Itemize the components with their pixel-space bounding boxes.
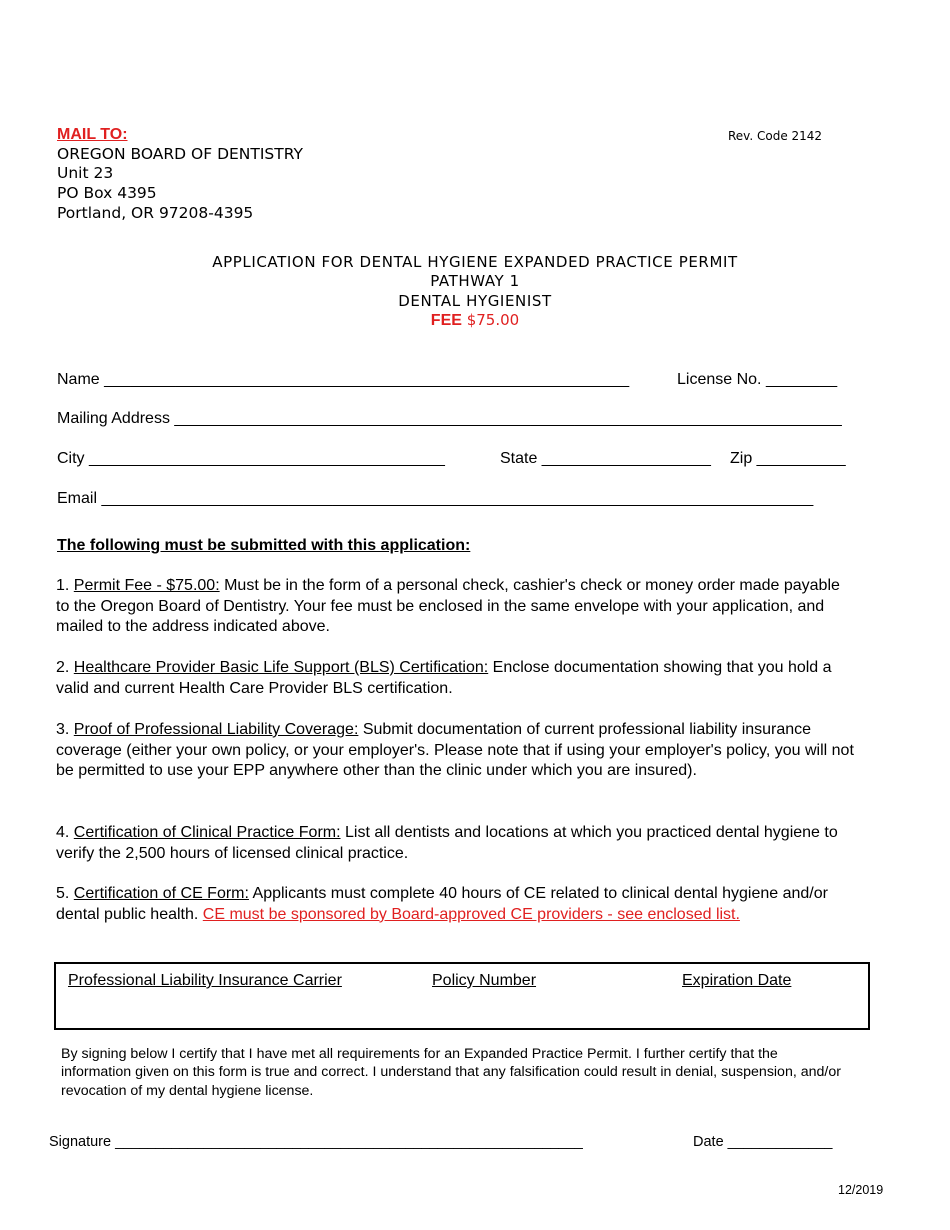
form-pathway: PATHWAY 1 xyxy=(430,272,520,290)
certification-statement: By signing below I certify that I have met all requirements for an Expanded Practice Permit. I further certify that the information given on this form is true and correct. I understand that any falsification could result in denial, suspension, and/or revocation of my dental hygiene license. xyxy=(61,1046,841,1099)
fee-label: FEE xyxy=(430,312,462,329)
item-number: 4. xyxy=(56,824,74,841)
name-field[interactable]: Name ___________________________________________________________ xyxy=(57,371,630,388)
item-text: Applicants must complete 40 hours of CE related to clinical dental hygiene and/or dental public health. xyxy=(56,885,828,923)
carrier-column-label: Professional Liability Insurance Carrier xyxy=(68,972,342,989)
date-field[interactable]: Date _____________ xyxy=(693,1134,833,1150)
zip-field[interactable]: Zip __________ xyxy=(730,450,846,467)
policy-column-label: Policy Number xyxy=(432,972,537,989)
footer-date: 12/2019 xyxy=(838,1183,884,1197)
city-field[interactable]: City ________________________________________ xyxy=(57,450,445,467)
item-number: 1. xyxy=(56,577,74,594)
address-line-city: Portland, OR 97208-4395 xyxy=(57,204,254,222)
requirement-item xyxy=(56,720,856,782)
item-title: Certification of Clinical Practice Form: xyxy=(73,824,341,841)
state-field[interactable]: State ___________________ xyxy=(500,450,711,467)
requirement-item xyxy=(56,658,856,699)
fee-line xyxy=(0,311,950,330)
address-line-unit: Unit 23 xyxy=(57,164,114,182)
form-title: APPLICATION FOR DENTAL HYGIENE EXPANDED PRACTICE PERMIT xyxy=(212,253,738,271)
address-line-pobox: PO Box 4395 xyxy=(57,184,157,202)
requirements-heading: The following must be submitted with this application: xyxy=(57,537,471,554)
email-field[interactable]: Email ________________________________________________________________________________ xyxy=(57,490,814,507)
item-text: Enclose documentation showing that you hold a valid and current Health Care Provider BLS certification. xyxy=(56,659,832,697)
form-subtitle: DENTAL HYGIENIST xyxy=(398,292,552,310)
item-text: List all dentists and locations at which you practiced dental hygiene to verify the 2,500 hours of licensed clinical practice. xyxy=(56,824,838,862)
requirement-item xyxy=(56,576,856,638)
rev-code: Rev. Code 2142 xyxy=(728,129,823,143)
item-title: Certification of CE Form: xyxy=(73,885,249,902)
item-text: Must be in the form of a personal check, cashier's check or money order made payable to the Oregon Board of Dentistry. Your fee must be enclosed in the same envelope with your application, and mailed to the address indicated above. xyxy=(56,577,840,636)
expiration-column-label: Expiration Date xyxy=(682,972,792,989)
ce-providers-note: CE must be sponsored by Board-approved CE providers - see enclosed list. xyxy=(202,905,740,923)
requirement-item xyxy=(56,884,856,925)
fee-amount: $75.00 xyxy=(466,311,520,329)
item-number: 3. xyxy=(56,721,74,738)
mailing-address-field[interactable]: Mailing Address ___________________________________________________________________________ xyxy=(57,410,842,427)
address-line-board: OREGON BOARD OF DENTISTRY xyxy=(57,145,303,163)
item-title: Proof of Professional Liability Coverage: xyxy=(73,721,359,738)
insurance-box[interactable] xyxy=(54,962,870,1030)
item-number: 5. xyxy=(56,885,74,902)
requirement-item xyxy=(56,823,856,864)
item-text: Submit documentation of current professional liability insurance coverage (either your own policy, or your employer's. Please note that if using your employer's policy, you will not be permitted to use your EPP anywhere other than the clinic under which you are insured). xyxy=(56,721,854,780)
item-title: Permit Fee - $75.00: xyxy=(73,577,220,594)
item-title: Healthcare Provider Basic Life Support (BLS) Certification: xyxy=(73,659,489,676)
signature-field[interactable]: Signature __________________________________________________________ xyxy=(49,1134,583,1150)
item-number: 2. xyxy=(56,659,74,676)
license-field[interactable]: License No. ________ xyxy=(677,371,838,388)
mail-to-label: MAIL TO: xyxy=(57,126,128,143)
